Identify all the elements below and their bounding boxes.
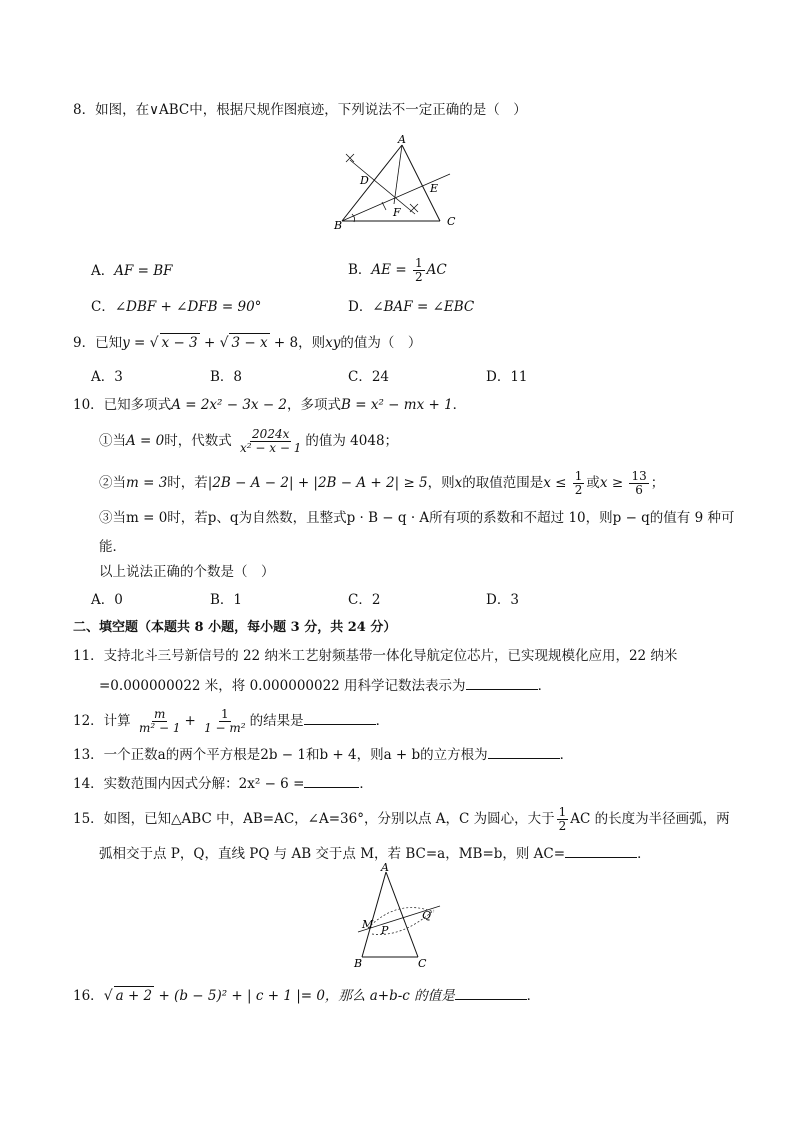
q10-option-a: A．0	[91, 592, 123, 608]
q9-stem: 9．已知y = √ x − 3 + √ 3 − x + 8，则xy的值为（ ）	[73, 335, 422, 351]
q8-label-a: A	[398, 133, 406, 146]
q10-statement-3: ③当m = 0时，若p、q为自然数，且整式p · B − q · A所有项的系数和不超过 10，则p − q的值有 9 种可	[99, 510, 735, 526]
q11-answer-blank[interactable]	[466, 675, 538, 690]
q15-answer-blank[interactable]	[565, 843, 637, 858]
q9-option-c: C．24	[348, 369, 390, 385]
q15-line-2: 弧相交于点 P，Q，直线 PQ 与 AB 交于点 M，若 BC=a，MB=b，则 AC= ．	[99, 843, 651, 863]
q15-label-m: M	[362, 918, 374, 931]
q8-option-c: C．∠DBF + ∠DFB = 90°	[91, 299, 262, 315]
q10-statement-3-cont: 能．	[99, 539, 126, 555]
q15-figure	[348, 862, 448, 972]
q10-option-b: B．1	[210, 592, 243, 608]
q15-line-1: 15．如图，已知△ABC 中，AB=AC，∠A=36°，分别以点 A，C 为圆心，大于 $\frac{1}{2}$ AC 的长度为半径画弧，两	[73, 805, 730, 833]
q11-line-2: =0.000000022 米，将 0.000000022 用科学记数法表示为 ．	[99, 675, 551, 695]
q8-option-d: D．∠BAF = ∠EBC	[348, 299, 475, 315]
q12-answer-blank[interactable]	[304, 710, 376, 725]
q10-option-d: D．3	[486, 592, 519, 608]
q8-label-e: E	[430, 182, 439, 195]
q10-statement-2: ②当m = 3时，若|2B − A − 2| + |2B − A + 2| ≥ 5，则x的取值范围是x ≤ $\frac{1}{2}$ 或x ≥ $\frac{13}{6}$ ；	[99, 469, 665, 497]
q13-stem: 13．一个正数a的两个平方根是2b − 1和b + 4，则a + b的立方根为 ．	[73, 744, 573, 764]
q8-label-d: D	[360, 174, 369, 187]
q15-label-c: C	[418, 957, 427, 970]
q8-label-b: B	[334, 219, 343, 232]
q8-stem: 8．如图，在∨ABC中，根据尺规作图痕迹，下列说法不一定正确的是（ ）	[73, 102, 527, 118]
q15-label-q: Q	[422, 909, 432, 922]
q9-option-b: B．8	[210, 369, 243, 385]
q11-line-1: 11．支持北斗三号新信号的 22 纳米工艺射频基带一体化导航定位芯片，已实现规模化应用，22 纳米	[73, 648, 678, 664]
q10-stem: 10．已知多项式A = 2x² − 3x − 2，多项式B = x² − mx + 1．	[73, 397, 467, 413]
q15-label-a: A	[381, 862, 389, 874]
q14-answer-blank[interactable]	[304, 773, 359, 788]
q12-stem: 12．计算 $\frac{m}{\text{m² − 1}}$ + $\frac{1}{\text{1 − m²}}$ 的结果是 ．	[73, 707, 390, 735]
q8-label-c: C	[447, 215, 456, 228]
q8-option-b: B．AE = $\frac{1}{2}$ AC	[348, 256, 447, 284]
q9-option-d: D．11	[486, 369, 528, 385]
q16-answer-blank[interactable]	[455, 985, 527, 1000]
q9-option-a: A．3	[91, 369, 123, 385]
q15-label-p: P	[381, 924, 389, 937]
q15-label-b: B	[354, 957, 363, 970]
q16-stem: 16．√ a + 2 + (b − 5)² + | c + 1 |= 0，那么 a+b-c 的值是 ．	[73, 985, 540, 1005]
q10-statement-1: ①当A = 0时，代数式 $\frac{2024x}{\text{x² − x − 1}}$ 的值为 4048；	[99, 427, 399, 455]
q8-label-f: F	[393, 206, 401, 219]
q10-ask: 以上说法正确的个数是（ ）	[99, 564, 275, 580]
q10-option-c: C．2	[348, 592, 381, 608]
q13-answer-blank[interactable]	[488, 744, 560, 759]
q14-stem: 14．实数范围内因式分解：2x² − 6 = ．	[73, 773, 373, 793]
q8-figure	[330, 132, 470, 232]
section-2-heading: 二、填空题（本题共 8 小题，每小题 3 分，共 24 分）	[73, 620, 397, 635]
q8-option-a: A．AF = BF	[91, 263, 173, 279]
